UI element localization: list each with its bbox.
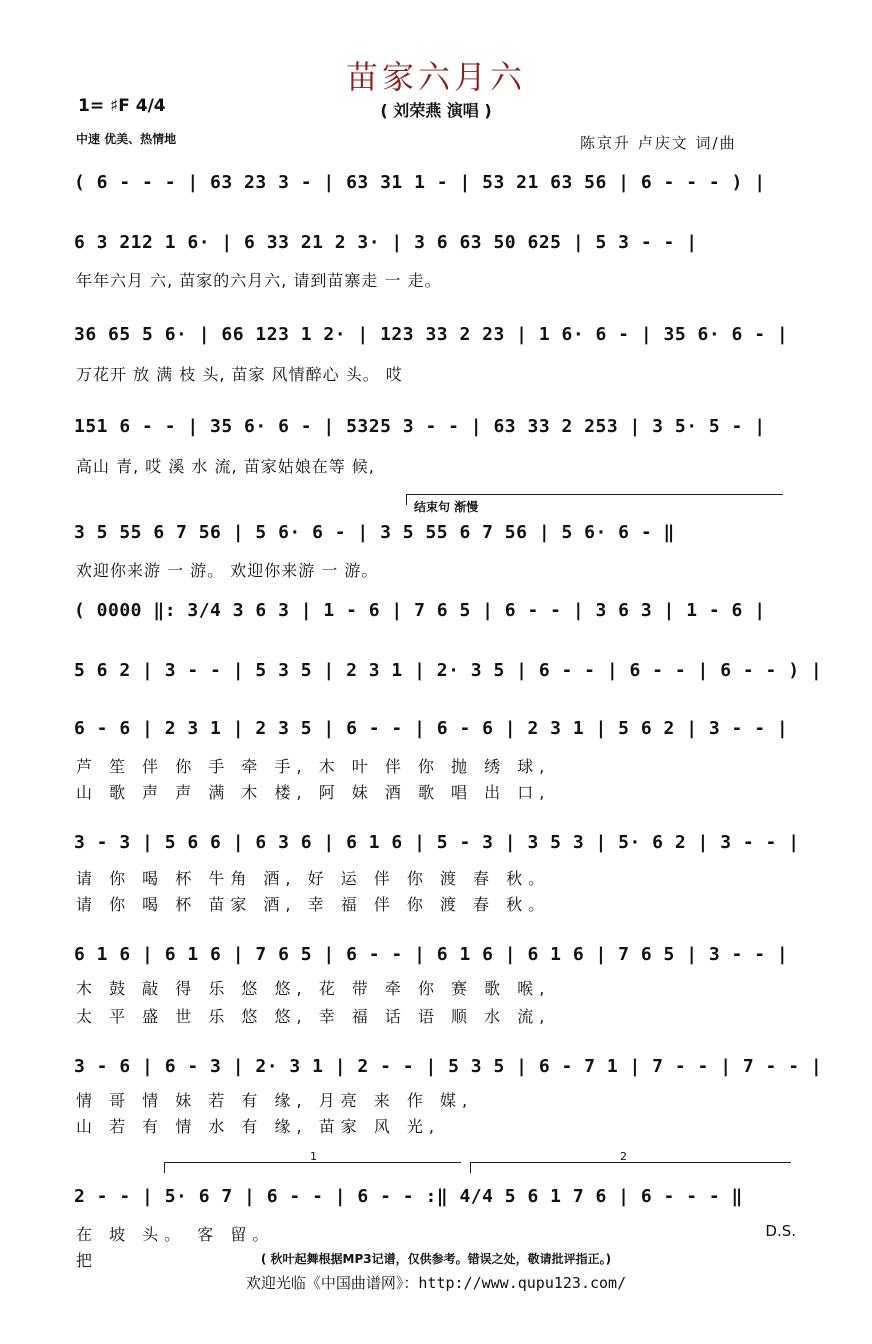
ending-label: 结束句 渐慢 (414, 500, 479, 514)
volta-bracket-1 (164, 1162, 461, 1173)
lyric-line: 太 平 盛 世 乐 悠 悠, 幸 福 话 语 顺 水 流, (76, 1007, 551, 1026)
lyric-line: 山 若 有 情 水 有 缘, 苗家 风 光, (76, 1117, 440, 1136)
volta-number-1: 1 (310, 1150, 317, 1163)
footer-note: ( 秋叶起舞根据MP3记谱，仅供参考。错误之处，敬请批评指正。) (260, 1252, 612, 1266)
notation-row: 151 6 - - | 35 6· 6 - | 5325 3 - - | 63 33 2 253 | 3 5· 5 - | (74, 416, 766, 437)
lyric-line: 芦 笙 伴 你 手 牵 手, 木 叶 伴 你 抛 绣 球, (76, 757, 551, 776)
lyric-line: 木 鼓 敲 得 乐 悠 悠, 花 带 牵 你 赛 歌 喉, (76, 979, 551, 998)
lyric-line: 请 你 喝 杯 苗家 酒, 幸 福 伴 你 渡 春 秋。 (76, 895, 551, 914)
notation-row: ( 0000 ‖: 3/4 3 6 3 | 1 - 6 | 7 6 5 | 6 - - | 3 6 3 | 1 - 6 | (74, 600, 766, 621)
footer-site-link[interactable]: 欢迎光临《中国曲谱网》：http://www.qupu123.com/ (245, 1274, 627, 1292)
notation-row: 6 - 6 | 2 3 1 | 2 3 5 | 6 - - | 6 - 6 | 2 3 1 | 5 6 2 | 3 - - | (74, 718, 789, 739)
volta-bracket-2 (470, 1162, 791, 1173)
lyric-line: 万花开 放 满 枝 头, 苗家 风情醉心 头。 哎 (76, 365, 403, 384)
tempo-marking: 中速 优美、热情地 (76, 132, 177, 146)
lyric-line: 情 哥 情 妹 若 有 缘, 月亮 来 作 媒, (76, 1091, 474, 1110)
volta-number-2: 2 (620, 1150, 627, 1163)
notation-row: 2 - - | 5· 6 7 | 6 - - | 6 - - :‖ 4/4 5 6 1 7 6 | 6 - - - ‖ (74, 1186, 743, 1207)
authors: 陈京升 卢庆文 词/曲 (580, 134, 737, 152)
performer: ( 刘荣燕 演唱 ) (380, 101, 492, 120)
notation-row: 6 3 212 1 6· | 6 33 21 2 3· | 3 6 63 50 625 | 5 3 - - | (74, 232, 698, 253)
lyric-line: 把 (76, 1251, 94, 1270)
lyric-line: 请 你 喝 杯 牛角 酒, 好 运 伴 你 渡 春 秋。 (76, 869, 551, 888)
lyric-line: 年年六月 六, 苗家的六月六, 请到苗寨走 一 走。 (76, 271, 442, 290)
lyric-line: 山 歌 声 声 满 木 楼, 阿 妹 酒 歌 唱 出 口, (76, 783, 551, 802)
key-signature: 1= ♯F 4/4 (78, 96, 166, 116)
notation-row: 3 - 6 | 6 - 3 | 2· 3 1 | 2 - - | 5 3 5 | 6 - 7 1 | 7 - - | 7 - - | (74, 1056, 823, 1077)
notation-row: 6 1 6 | 6 1 6 | 7 6 5 | 6 - - | 6 1 6 | 6 1 6 | 7 6 5 | 3 - - | (74, 944, 789, 965)
notation-row: 3 - 3 | 5 6 6 | 6 3 6 | 6 1 6 | 5 - 3 | 3 5 3 | 5· 6 2 | 3 - - | (74, 832, 800, 853)
lyric-line: 高山 青, 哎 溪 水 流, 苗家姑娘在等 候, (76, 457, 375, 476)
notation-row: 5 6 2 | 3 - - | 5 3 5 | 2 3 1 | 2· 3 5 | 6 - - | 6 - - | 6 - - ) | (74, 660, 823, 681)
notation-row: ( 6 - - - | 63 23 3 - | 63 31 1 - | 53 21 63 56 | 6 - - - ) | (74, 172, 766, 193)
song-title: 苗家六月六 (345, 58, 526, 96)
lyric-line: 欢迎你来游 一 游。 欢迎你来游 一 游。 (76, 561, 379, 580)
lyric-line: 在 坡 头。 客 留。 (76, 1225, 275, 1244)
notation-row: 36 65 5 6· | 66 123 1 2· | 123 33 2 23 | 1 6· 6 - | 35 6· 6 - | (74, 324, 789, 345)
notation-row: 3 5 55 6 7 56 | 5 6· 6 - | 3 5 55 6 7 56 | 5 6· 6 - ‖ (74, 522, 675, 543)
dal-segno-marking: D.S. (765, 1222, 796, 1240)
